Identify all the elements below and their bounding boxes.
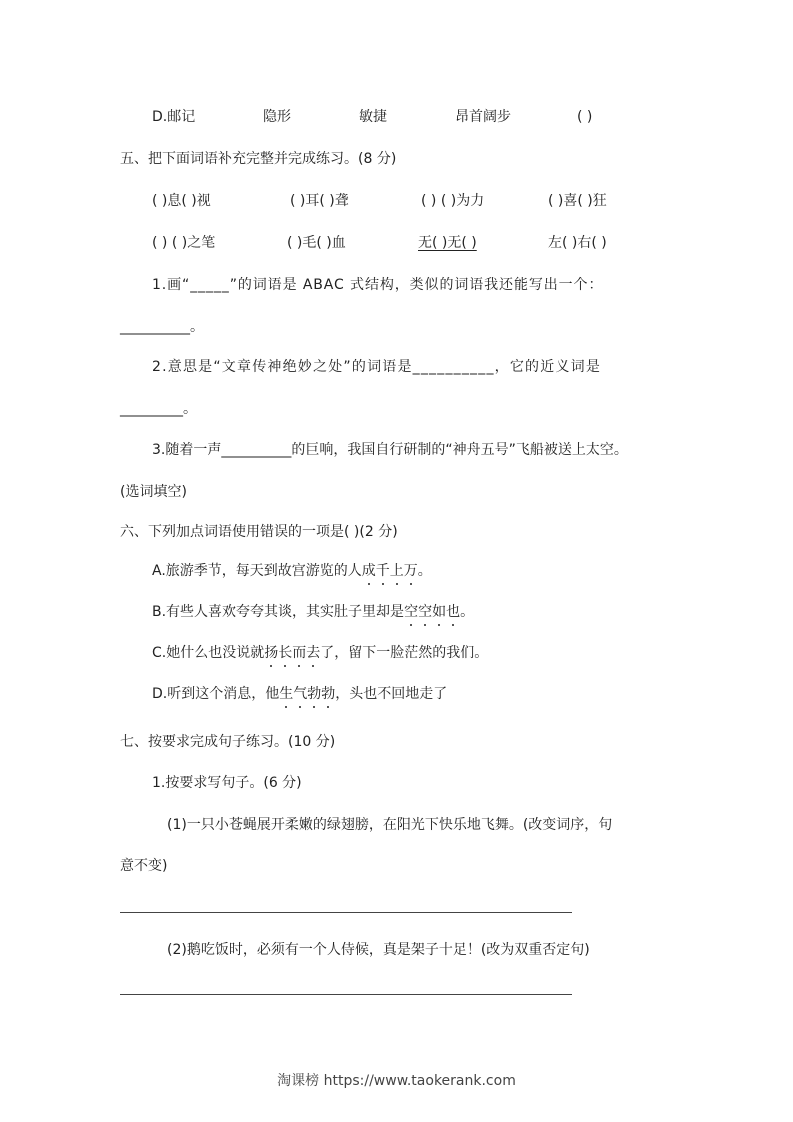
section-5-heading: 五、把下面词语补充完整并完成练习。(8 分) — [120, 151, 397, 167]
dotted-char: 上 — [389, 563, 404, 579]
idiom-blank: 左( )右( ) — [548, 235, 607, 251]
footer-watermark: 淘课榜 https://www.taokerank.com — [277, 1073, 516, 1089]
dotted-char: 扬 — [264, 645, 279, 661]
dotted-char: 生 — [279, 686, 294, 702]
option-c — [152, 643, 488, 663]
dotted-char: 勃 — [307, 686, 322, 702]
answer-line[interactable] — [120, 994, 572, 995]
question-3: 3.随着一声__________的巨响，我国自行研制的“神舟五号”飞船被送上太空。 — [152, 442, 628, 458]
dotted-char: 去 — [306, 645, 321, 661]
option-b-end: 。 — [460, 604, 475, 620]
option-c-end: 了，留下一脸茫然的我们。 — [320, 645, 489, 661]
dotted-char: 成 — [361, 563, 376, 579]
dotted-char: 气 — [293, 686, 308, 702]
option-a — [152, 561, 432, 581]
question-1: 1.画“_____”的词语是 ABAC 式结构，类似的词语我还能写出一个： — [152, 277, 604, 293]
sub-question-1: 1.按要求写句子。(6 分) — [152, 775, 302, 791]
idiom-blank: ( )息( )视 — [152, 193, 211, 209]
option-d-word: 敏捷 — [359, 109, 387, 125]
option-d-word: 隐形 — [263, 109, 291, 125]
option-d-label: D.邮记 — [152, 109, 196, 125]
item-1-continued: 意不变) — [120, 858, 168, 874]
dotted-char: 也 — [446, 604, 461, 620]
option-a-end: 。 — [417, 563, 432, 579]
section-7-heading: 七、按要求完成句子练习。(10 分) — [120, 734, 336, 750]
option-b — [152, 602, 474, 622]
dotted-char: 空 — [418, 604, 433, 620]
question-1-answer: __________。 — [120, 319, 204, 335]
idiom-blank: ( )喜( )狂 — [548, 193, 607, 209]
option-d — [152, 684, 447, 704]
question-2-answer: _________。 — [120, 401, 197, 417]
question-2: 2.意思是“文章传神绝妙之处”的词语是__________，它的近义词是 — [152, 359, 602, 375]
option-b-text: B.有些人喜欢夸夸其谈，其实肚子里却是 — [152, 604, 405, 620]
dotted-char: 万 — [403, 563, 418, 579]
dotted-char: 勃 — [321, 686, 336, 702]
dotted-char: 千 — [375, 563, 390, 579]
idiom-blank: ( )耳( )聋 — [290, 193, 349, 209]
dotted-char: 如 — [432, 604, 447, 620]
idiom-blank: ( )毛( )血 — [287, 235, 346, 251]
idiom-blank-underlined: 无( )无( ) — [418, 235, 477, 251]
answer-line[interactable] — [120, 912, 572, 913]
question-3-note: (选词填空) — [120, 484, 187, 500]
idiom-blank: ( ) ( )为力 — [421, 193, 485, 209]
idiom-blank: ( ) ( )之笔 — [152, 235, 216, 251]
section-6-heading: 六、下列加点词语使用错误的一项是( )(2 分) — [120, 524, 398, 540]
dotted-char: 空 — [404, 604, 419, 620]
option-a-text: A.旅游季节，每天到故宫游览的人 — [152, 563, 362, 579]
option-d-word: 昂首阔步 — [455, 109, 511, 125]
option-c-text: C.她什么也没说就 — [152, 645, 265, 661]
dotted-char: 长 — [278, 645, 293, 661]
item-1: (1)一只小苍蝇展开柔嫩的绿翅膀，在阳光下快乐地飞舞。(改变词序，句 — [167, 817, 613, 833]
dotted-char: 而 — [292, 645, 307, 661]
answer-blank: ( ) — [577, 109, 593, 125]
item-2: (2)鹅吃饭时，必须有一个人侍候，真是架子十足！(改为双重否定句) — [167, 942, 590, 958]
option-d-end: ，头也不回地走了 — [335, 686, 448, 702]
option-d-text: D.听到这个消息，他 — [152, 686, 280, 702]
